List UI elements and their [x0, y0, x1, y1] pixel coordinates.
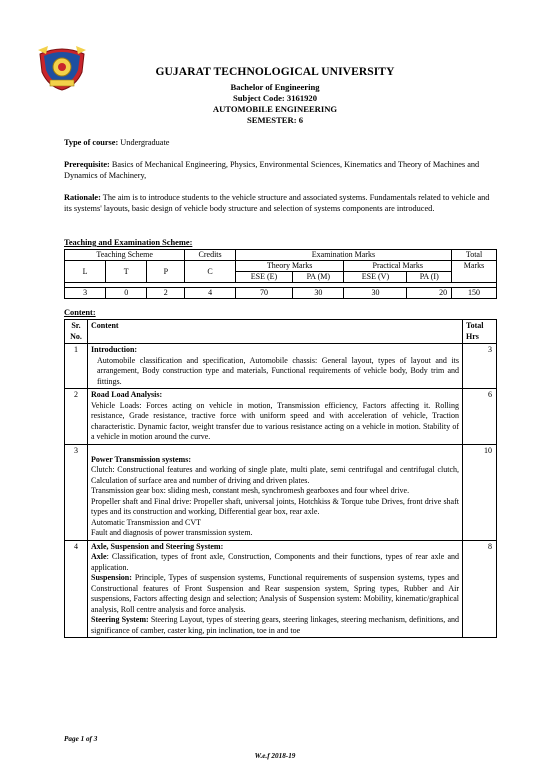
scheme-title: Teaching and Examination Scheme: — [64, 238, 193, 247]
ese-v-value: 30 — [344, 288, 407, 299]
c-value: 4 — [185, 288, 235, 299]
prerequisite-label: Prerequisite: — [64, 160, 110, 169]
pa-i-header: PA (I) — [407, 272, 452, 283]
axle-label: Axle — [91, 552, 107, 561]
gearbox-text: Transmission gear box: sliding mesh, constant mesh, synchromesh gearboxes and four wheel drive. — [91, 486, 410, 495]
l-value: 3 — [65, 288, 106, 299]
total-header: Total — [452, 250, 497, 261]
prerequisite — [64, 159, 494, 181]
course-type-label: Type of course: — [64, 138, 119, 147]
subject-code: Subject Code: 3161920 — [232, 93, 318, 103]
row-sr: 4 — [65, 540, 88, 638]
page-number: Page 1 of 3 — [64, 735, 98, 743]
axle-paragraph — [91, 552, 459, 573]
content-title: Content: — [64, 308, 96, 317]
teaching-scheme-header: Teaching Scheme — [65, 250, 185, 261]
prerequisite-value: Basics of Mechanical Engineering, Physics, Environmental Sciences, Kinematics and Theory of Machines and Dynamics of Machinery, — [64, 160, 480, 180]
table-row — [65, 389, 497, 445]
rationale-value: The aim is to introduce students to the vehicle structure and associated systems. Fundamentals related to vehicle and its systems' layouts, basic design of vehicle body structure and selection of systems components are introduced. — [64, 193, 490, 213]
table-row — [65, 444, 497, 540]
ese-e-value: 70 — [235, 288, 292, 299]
practical-marks-header: Practical Marks — [344, 261, 452, 272]
row-text: Automobile classification and specification, Automobile chassis: General layout, types of layout and its arrangement, Body construction type and materials, Functional requirements of vehicle body, Body trim and fittings. — [97, 355, 459, 386]
hrs-header — [463, 320, 497, 344]
t-header: T — [106, 261, 147, 283]
axle-text: : Classification, types of front axle, Construction, Components and their functions, types of rear axle and application. — [91, 552, 459, 572]
content-header: Content — [88, 320, 463, 344]
p-header: P — [147, 261, 185, 283]
row-sr: 1 — [65, 344, 88, 389]
marks-header: Marks — [452, 261, 497, 283]
steering-label: Steering System: — [91, 615, 149, 624]
fault-diagnosis-text: Fault and diagnosis of power transmission system. — [91, 528, 253, 537]
suspension-paragraph — [91, 573, 459, 615]
row-content — [88, 389, 463, 445]
exam-marks-header: Examination Marks — [235, 250, 451, 261]
row-hrs: 3 — [463, 344, 497, 389]
total-label: Total — [466, 321, 484, 330]
course-type — [64, 137, 494, 148]
t-value: 0 — [106, 288, 147, 299]
row-sr: 2 — [65, 389, 88, 445]
content-table — [64, 319, 497, 638]
row-heading: Introduction: — [91, 345, 138, 354]
rationale-label: Rationale: — [64, 193, 101, 202]
sr-label: Sr. — [71, 321, 81, 330]
steering-paragraph — [91, 615, 459, 636]
wef-footer: W.e.f 2018-19 — [254, 752, 296, 760]
ese-e-header: ESE (E) — [235, 272, 292, 283]
table-row — [65, 344, 497, 389]
content-header-row — [65, 320, 497, 344]
pa-m-header: PA (M) — [293, 272, 344, 283]
branch-title: AUTOMOBILE ENGINEERING — [212, 104, 338, 114]
sr-header — [65, 320, 88, 344]
propeller-text: Propeller shaft and Final drive: Propeller shaft, universal joints, Hotchkiss & Torque tube Drives, front drive shaft types and its construction and working, Differential gear box, rear axle. — [91, 496, 459, 516]
table-row — [65, 540, 497, 638]
p-value: 2 — [147, 288, 185, 299]
course-type-value: Undergraduate — [118, 138, 170, 147]
no-label: No. — [70, 331, 82, 341]
semester-title: SEMESTER: 6 — [246, 115, 304, 125]
university-title: GUJARAT TECHNOLOGICAL UNIVERSITY — [155, 66, 395, 78]
suspension-label: Suspension: — [91, 573, 132, 582]
rationale — [64, 192, 494, 214]
degree-title: Bachelor of Engineering — [230, 82, 320, 92]
row-content — [88, 540, 463, 638]
row-content — [88, 444, 463, 540]
scheme-table — [64, 249, 497, 299]
row-heading: Axle, Suspension and Steering System: — [91, 541, 224, 551]
credits-header: Credits — [185, 250, 235, 261]
pa-m-value: 30 — [293, 288, 344, 299]
hrs-label: Hrs — [466, 331, 479, 341]
row-content — [88, 344, 463, 389]
row-hrs: 8 — [463, 540, 497, 638]
steering-text: Steering Layout, types of steering gears, steering linkages, steering mechanism, definitions, and significance of camber, caster king, pin inclination, toe in and toe — [91, 615, 459, 635]
clutch-text: Clutch: Constructional features and working of single plate, multi plate, semi centrifugal and centrifugal clutch, Calculation of surface area and number of driving and driven plates. — [91, 465, 459, 485]
row-heading: Road Load Analysis: — [91, 390, 163, 399]
ese-v-header: ESE (V) — [344, 272, 407, 283]
row-hrs: 10 — [463, 444, 497, 540]
theory-marks-header: Theory Marks — [235, 261, 344, 272]
row-text: Vehicle Loads: Forces acting on vehicle in motion, Transmission efficiency, Factors affecting it. Rolling resistance, Grade resistance, tractive force with uniform speed and with acceleration of vehicle, Traction characteristic. Dynamic factor, weight transfer due to various resistance acting on a vehicle in motion. Stability of a vehicle in motion around the curve. — [91, 400, 459, 441]
automatic-transmission-text: Automatic Transmission and CVT — [91, 517, 202, 527]
row-sr: 3 — [65, 444, 88, 540]
pa-i-value: 20 — [407, 288, 452, 299]
l-header: L — [65, 261, 106, 283]
total-value: 150 — [452, 288, 497, 299]
row-hrs: 6 — [463, 389, 497, 445]
c-header: C — [185, 261, 235, 283]
suspension-text: Principle, Types of suspension systems, Functional requirements of suspension systems, types and Constructional features of Front Suspension and Rear suspension system, Spring types, Rubber and Air suspensions, Factors affecting design and selection; Analysis of Suspension system: Mobility, kinematic/graphical analysis, Roll centre analysis and force analysis. — [91, 573, 459, 614]
row-heading: Power Transmission systems: — [91, 454, 191, 464]
